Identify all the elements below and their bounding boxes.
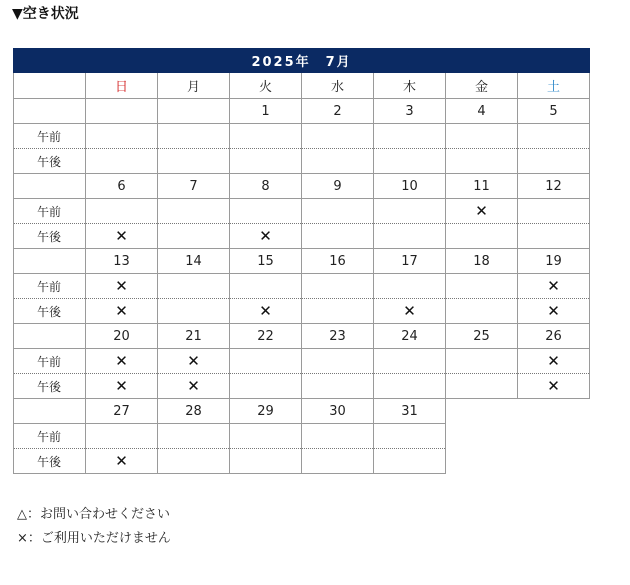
date-cell: 10 xyxy=(374,174,446,199)
date-row xyxy=(14,399,590,424)
weekday-wednesday: 水 xyxy=(302,73,374,99)
availability-cell xyxy=(302,349,374,374)
availability-cell xyxy=(230,374,302,399)
outside-month-cell xyxy=(518,399,590,424)
availability-cell: ✕ xyxy=(86,349,158,374)
date-cell: 22 xyxy=(230,324,302,349)
date-cell: 13 xyxy=(86,249,158,274)
availability-cell xyxy=(302,124,374,149)
availability-cell xyxy=(158,224,230,249)
availability-cell xyxy=(374,424,446,449)
outside-month-cell xyxy=(518,424,590,449)
availability-cell xyxy=(446,349,518,374)
availability-cell xyxy=(518,224,590,249)
availability-cell xyxy=(86,424,158,449)
availability-cell xyxy=(158,424,230,449)
availability-cell xyxy=(302,199,374,224)
availability-cell: ✕ xyxy=(158,349,230,374)
date-cell: 14 xyxy=(158,249,230,274)
am-row xyxy=(14,424,590,449)
corner-cell xyxy=(14,73,86,99)
outside-month-cell xyxy=(446,399,518,424)
availability-cell xyxy=(158,199,230,224)
am-label: 午前 xyxy=(14,424,86,449)
availability-cell xyxy=(446,224,518,249)
date-cell: 23 xyxy=(302,324,374,349)
date-row-label-cell xyxy=(14,324,86,349)
date-cell: 29 xyxy=(230,399,302,424)
availability-cell: ✕ xyxy=(86,449,158,474)
weekday-header-row xyxy=(14,73,590,99)
date-cell: 7 xyxy=(158,174,230,199)
date-cell: 27 xyxy=(86,399,158,424)
legend-inquire: △：お問い合わせください xyxy=(17,507,170,522)
date-cell: 8 xyxy=(230,174,302,199)
date-cell: 2 xyxy=(302,99,374,124)
availability-cell xyxy=(374,149,446,174)
date-cell: 11 xyxy=(446,174,518,199)
pm-row xyxy=(14,149,590,174)
section-heading: ▼空き状況 xyxy=(12,6,79,22)
availability-cell xyxy=(230,149,302,174)
pm-row xyxy=(14,224,590,249)
am-row xyxy=(14,349,590,374)
availability-cell xyxy=(302,424,374,449)
am-label: 午前 xyxy=(14,199,86,224)
am-row xyxy=(14,274,590,299)
pm-label: 午後 xyxy=(14,299,86,324)
date-cell: 28 xyxy=(158,399,230,424)
availability-cell xyxy=(86,149,158,174)
availability-cell xyxy=(302,299,374,324)
availability-cell xyxy=(302,274,374,299)
availability-cell: ✕ xyxy=(86,374,158,399)
pm-row xyxy=(14,449,590,474)
am-label: 午前 xyxy=(14,124,86,149)
availability-cell xyxy=(158,449,230,474)
date-cell: 25 xyxy=(446,324,518,349)
availability-cell xyxy=(158,149,230,174)
date-row xyxy=(14,249,590,274)
date-cell: 19 xyxy=(518,249,590,274)
availability-cell xyxy=(446,149,518,174)
date-cell xyxy=(158,99,230,124)
availability-cell: ✕ xyxy=(518,349,590,374)
am-label: 午前 xyxy=(14,349,86,374)
am-label: 午前 xyxy=(14,274,86,299)
outside-month-cell xyxy=(446,424,518,449)
date-cell: 4 xyxy=(446,99,518,124)
availability-cell xyxy=(86,199,158,224)
calendar-title: 2025年 7月 xyxy=(14,49,590,73)
date-cell: 3 xyxy=(374,99,446,124)
date-cell: 18 xyxy=(446,249,518,274)
date-cell: 24 xyxy=(374,324,446,349)
calendar-title-row xyxy=(14,49,590,73)
legend xyxy=(17,503,171,551)
am-row xyxy=(14,199,590,224)
availability-cell xyxy=(230,199,302,224)
date-cell: 16 xyxy=(302,249,374,274)
weekday-saturday: 土 xyxy=(518,73,590,99)
availability-cell xyxy=(374,274,446,299)
legend-unavailable: ×：ご利用いただけません xyxy=(17,531,171,546)
pm-row xyxy=(14,299,590,324)
date-cell: 9 xyxy=(302,174,374,199)
availability-cell: ✕ xyxy=(518,299,590,324)
availability-cell xyxy=(302,224,374,249)
availability-cell xyxy=(158,124,230,149)
availability-cell xyxy=(374,349,446,374)
availability-cell xyxy=(374,124,446,149)
availability-cell xyxy=(518,149,590,174)
availability-cell: ✕ xyxy=(158,374,230,399)
availability-cell xyxy=(230,424,302,449)
date-cell: 15 xyxy=(230,249,302,274)
availability-cell xyxy=(230,349,302,374)
date-cell: 5 xyxy=(518,99,590,124)
date-cell: 6 xyxy=(86,174,158,199)
availability-cell: ✕ xyxy=(86,299,158,324)
date-cell: 12 xyxy=(518,174,590,199)
date-cell: 26 xyxy=(518,324,590,349)
availability-cell xyxy=(302,374,374,399)
availability-cell xyxy=(230,274,302,299)
outside-month-cell xyxy=(446,449,518,474)
availability-cell xyxy=(518,124,590,149)
weekday-sunday: 日 xyxy=(86,73,158,99)
availability-cell: ✕ xyxy=(86,224,158,249)
availability-cell xyxy=(446,374,518,399)
pm-label: 午後 xyxy=(14,149,86,174)
availability-cell: ✕ xyxy=(86,274,158,299)
pm-row xyxy=(14,374,590,399)
availability-cell xyxy=(446,124,518,149)
availability-cell xyxy=(230,449,302,474)
date-row-label-cell xyxy=(14,174,86,199)
date-row xyxy=(14,324,590,349)
availability-cell xyxy=(446,274,518,299)
date-cell: 17 xyxy=(374,249,446,274)
pm-label: 午後 xyxy=(14,224,86,249)
availability-cell: ✕ xyxy=(230,299,302,324)
date-cell: 20 xyxy=(86,324,158,349)
date-cell: 30 xyxy=(302,399,374,424)
availability-cell xyxy=(446,299,518,324)
calendar-body xyxy=(14,49,590,474)
date-row-label-cell xyxy=(14,249,86,274)
pm-label: 午後 xyxy=(14,449,86,474)
availability-cell: ✕ xyxy=(374,299,446,324)
availability-cell: ✕ xyxy=(518,374,590,399)
weekday-monday: 月 xyxy=(158,73,230,99)
date-row-label-cell xyxy=(14,99,86,124)
availability-cell: ✕ xyxy=(518,274,590,299)
date-cell: 1 xyxy=(230,99,302,124)
availability-cell xyxy=(302,149,374,174)
weekday-friday: 金 xyxy=(446,73,518,99)
availability-calendar xyxy=(13,48,590,474)
date-cell: 31 xyxy=(374,399,446,424)
availability-cell xyxy=(158,299,230,324)
weekday-tuesday: 火 xyxy=(230,73,302,99)
availability-cell xyxy=(374,449,446,474)
availability-cell xyxy=(374,374,446,399)
availability-cell xyxy=(158,274,230,299)
date-cell: 21 xyxy=(158,324,230,349)
availability-cell xyxy=(518,199,590,224)
availability-cell xyxy=(86,124,158,149)
availability-cell: ✕ xyxy=(446,199,518,224)
weekday-thursday: 木 xyxy=(374,73,446,99)
am-row xyxy=(14,124,590,149)
availability-cell xyxy=(374,224,446,249)
pm-label: 午後 xyxy=(14,374,86,399)
date-row xyxy=(14,174,590,199)
availability-cell xyxy=(374,199,446,224)
availability-cell xyxy=(230,124,302,149)
date-cell xyxy=(86,99,158,124)
availability-cell: ✕ xyxy=(230,224,302,249)
date-row xyxy=(14,99,590,124)
outside-month-cell xyxy=(518,449,590,474)
availability-cell xyxy=(302,449,374,474)
date-row-label-cell xyxy=(14,399,86,424)
